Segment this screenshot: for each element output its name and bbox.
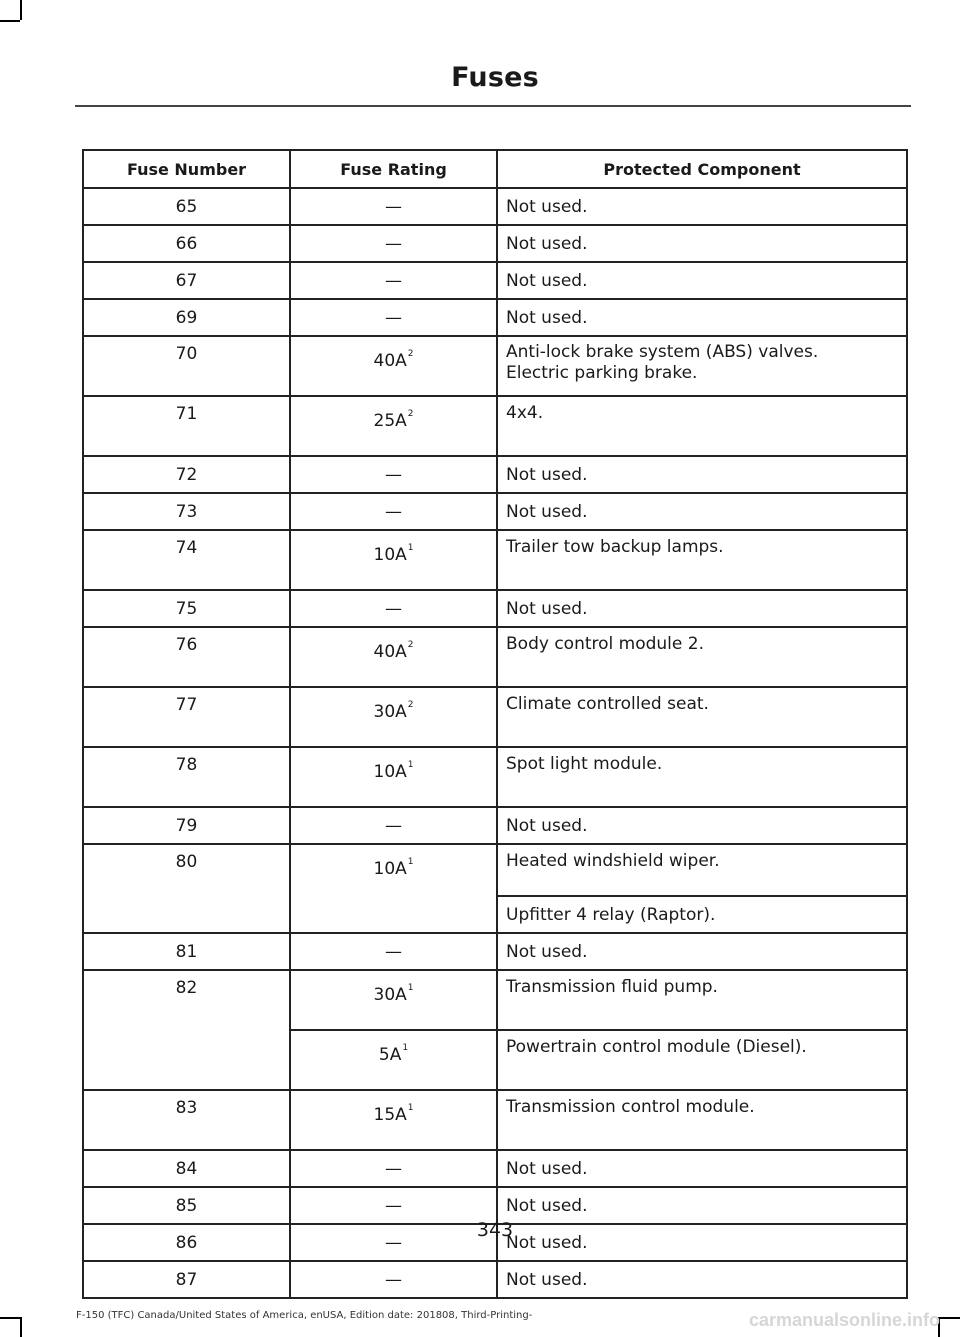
footnote-marker: 1 [407, 760, 414, 771]
table-row [83, 590, 907, 627]
fuse-number-cell [83, 807, 290, 844]
protected-component-text: Body control module 2. [506, 634, 704, 654]
fuse-rating-value: 30A [373, 985, 407, 1005]
fuse-rating-cell [290, 262, 497, 299]
table-row [83, 336, 907, 396]
fuse-number-value: 78 [175, 755, 198, 775]
page-title: Fuses [451, 62, 539, 93]
fuse-rating-cell [290, 590, 497, 627]
fuse-number-cell [83, 188, 290, 225]
footnote-marker: 1 [407, 1103, 414, 1114]
crop-mark-bottom-right [938, 1317, 960, 1319]
fuse-rating-value: — [385, 196, 402, 217]
fuse-number-value: 71 [175, 404, 198, 424]
fuse-number-cell [83, 456, 290, 493]
table-row [83, 262, 907, 299]
table-row [83, 1090, 907, 1150]
protected-component-text: Transmission control module. [506, 1097, 755, 1117]
protected-component-text: Not used. [506, 233, 588, 254]
fuse-number-cell [83, 1261, 290, 1298]
fuse-number-cell [83, 970, 290, 1090]
header-fuse-number: Fuse Number [83, 150, 290, 188]
protected-component-text: Heated windshield wiper. [506, 851, 720, 871]
fuse-number-value: 86 [175, 1232, 198, 1253]
protected-component-text: Transmission fluid pump. [506, 977, 718, 997]
footnote-marker: 2 [407, 640, 414, 651]
fuse-number-value: 67 [175, 270, 198, 291]
fuse-rating-cell [290, 188, 497, 225]
protected-component-text: Not used. [506, 270, 588, 291]
footnote-marker: 1 [407, 857, 414, 868]
protected-component-cell [497, 299, 907, 336]
protected-component-text: Not used. [506, 307, 588, 328]
protected-component-cell [497, 530, 907, 590]
protected-component-cell [497, 896, 907, 933]
crop-mark-top-left [0, 20, 20, 22]
fuse-number-value: 66 [175, 233, 198, 254]
protected-component-cell [497, 1261, 907, 1298]
protected-component-text: Not used. [506, 941, 588, 962]
fuse-rating-cell [290, 933, 497, 970]
protected-component-text: Not used. [506, 1158, 588, 1179]
protected-component-text: Not used. [506, 1232, 588, 1253]
fuse-rating-cell [290, 493, 497, 530]
protected-component-text: Anti-lock brake system (ABS) valves. Electric parking brake. [506, 342, 819, 383]
fuse-rating-cell [290, 396, 497, 456]
protected-component-text: Not used. [506, 1195, 588, 1216]
protected-component-cell [497, 747, 907, 807]
footnote-marker: 2 [407, 409, 414, 420]
fuse-number-value: 83 [175, 1098, 198, 1118]
table-row [83, 933, 907, 970]
fuse-number-cell [83, 747, 290, 807]
fuse-rating-cell [290, 1090, 497, 1150]
protected-component-text: Trailer tow backup lamps. [506, 537, 724, 557]
fuse-number-value: 65 [175, 196, 198, 217]
fuse-number-cell [83, 493, 290, 530]
watermark-logo: carmanualsonline.info [748, 1310, 940, 1330]
protected-component-cell [497, 970, 907, 1030]
page-number: 343 [476, 1219, 514, 1241]
fuse-rating-value: 10A [373, 545, 407, 565]
fuse-rating-value: — [385, 501, 402, 522]
footnote-marker: 1 [407, 543, 414, 554]
crop-mark-bottom-left-vertical [20, 1317, 22, 1337]
fuse-number-cell [83, 933, 290, 970]
fuse-rating-cell [290, 747, 497, 807]
fuse-rating-value: — [385, 270, 402, 291]
protected-component-cell [497, 1150, 907, 1187]
protected-component-cell [497, 262, 907, 299]
fuse-rating-cell [290, 299, 497, 336]
fuse-rating-cell [290, 844, 497, 933]
fuse-rating-cell [290, 1030, 497, 1090]
fuse-number-cell [83, 687, 290, 747]
protected-component-cell [497, 844, 907, 896]
table-row [83, 1150, 907, 1187]
fuse-number-value: 81 [175, 941, 198, 962]
protected-component-cell [497, 188, 907, 225]
protected-component-cell [497, 225, 907, 262]
fuse-rating-cell [290, 336, 497, 396]
fuse-number-value: 70 [175, 344, 198, 364]
protected-component-cell [497, 1030, 907, 1090]
protected-component-text: Not used. [506, 501, 588, 522]
protected-component-cell [497, 933, 907, 970]
table-row [83, 747, 907, 807]
table-row [83, 1261, 907, 1298]
fuse-number-cell [83, 262, 290, 299]
protected-component-cell [497, 687, 907, 747]
table-row [83, 970, 907, 1030]
fuse-table [82, 149, 908, 1299]
fuse-rating-value: — [385, 815, 402, 836]
fuse-rating-value: 40A [373, 642, 407, 662]
crop-mark-top-left-vertical [20, 0, 22, 20]
table-row [83, 188, 907, 225]
protected-component-text: Climate controlled seat. [506, 694, 709, 714]
fuse-number-value: 69 [175, 307, 198, 328]
fuse-number-value: 80 [175, 852, 198, 872]
fuse-rating-value: — [385, 307, 402, 328]
protected-component-cell [497, 590, 907, 627]
protected-component-cell [497, 1090, 907, 1150]
fuse-rating-cell [290, 456, 497, 493]
fuse-number-cell [83, 299, 290, 336]
footnote-marker: 1 [402, 1043, 409, 1054]
table-row [83, 687, 907, 747]
protected-component-cell [497, 807, 907, 844]
table-row [83, 225, 907, 262]
table-row [83, 299, 907, 336]
fuse-rating-value: 40A [373, 351, 407, 371]
title-rule [75, 105, 911, 107]
fuse-rating-cell [290, 687, 497, 747]
fuse-rating-cell [290, 530, 497, 590]
fuse-rating-value: — [385, 1232, 402, 1253]
fuse-rating-cell [290, 1261, 497, 1298]
fuse-rating-value: — [385, 1269, 402, 1290]
fuse-rating-value: 5A [378, 1045, 402, 1065]
crop-mark-bottom-left [0, 1317, 20, 1319]
fuse-table-body [83, 188, 907, 1298]
fuse-number-value: 79 [175, 815, 198, 836]
fuse-rating-value: — [385, 1158, 402, 1179]
fuse-number-value: 74 [175, 538, 198, 558]
protected-component-cell [497, 336, 907, 396]
fuse-number-cell [83, 1090, 290, 1150]
fuse-number-cell [83, 590, 290, 627]
fuse-number-cell [83, 627, 290, 687]
fuse-rating-value: — [385, 464, 402, 485]
protected-component-text: Not used. [506, 196, 588, 217]
fuse-rating-value: — [385, 941, 402, 962]
fuse-rating-cell [290, 627, 497, 687]
table-row [83, 844, 907, 896]
table-row [83, 456, 907, 493]
header-fuse-rating: Fuse Rating [290, 150, 497, 188]
footnote-marker: 2 [407, 349, 414, 360]
table-row [83, 396, 907, 456]
fuse-number-value: 75 [175, 598, 198, 619]
fuse-rating-value: 25A [373, 411, 407, 431]
protected-component-text: Not used. [506, 464, 588, 485]
header-protected-component: Protected Component [497, 150, 907, 188]
protected-component-text: Powertrain control module (Diesel). [506, 1037, 807, 1057]
fuse-rating-value: 10A [373, 762, 407, 782]
protected-component-text: Upfitter 4 relay (Raptor). [506, 904, 716, 925]
fuse-number-value: 85 [175, 1195, 198, 1216]
protected-component-text: Not used. [506, 1269, 588, 1290]
table-row [83, 807, 907, 844]
fuse-number-value: 76 [175, 635, 198, 655]
footnote-marker: 1 [407, 983, 414, 994]
protected-component-cell [497, 493, 907, 530]
fuse-number-cell [83, 1150, 290, 1187]
fuse-number-value: 73 [175, 501, 198, 522]
fuse-rating-value: 15A [373, 1105, 407, 1125]
fuse-rating-value: — [385, 233, 402, 254]
fuse-number-cell [83, 336, 290, 396]
protected-component-cell [497, 396, 907, 456]
footer-edition-text: F-150 (TFC) Canada/United States of America, enUSA, Edition date: 201808, Third-Printing- [76, 1310, 533, 1321]
fuse-rating-value: — [385, 1195, 402, 1216]
protected-component-text: 4x4. [506, 403, 544, 423]
fuse-number-value: 87 [175, 1269, 198, 1290]
protected-component-cell [497, 627, 907, 687]
fuse-number-cell [83, 530, 290, 590]
fuse-rating-value: 30A [373, 702, 407, 722]
table-row [83, 530, 907, 590]
table-row [83, 493, 907, 530]
fuse-rating-value: 10A [373, 859, 407, 879]
table-header-row [83, 150, 907, 188]
fuse-number-value: 84 [175, 1158, 198, 1179]
fuse-number-cell [83, 396, 290, 456]
fuse-number-value: 72 [175, 464, 198, 485]
protected-component-text: Spot light module. [506, 754, 663, 774]
protected-component-text: Not used. [506, 815, 588, 836]
table-row [83, 627, 907, 687]
fuse-rating-cell [290, 225, 497, 262]
fuse-number-value: 82 [175, 978, 198, 998]
fuse-number-value: 77 [175, 695, 198, 715]
fuse-rating-cell [290, 1150, 497, 1187]
protected-component-text: Not used. [506, 598, 588, 619]
fuse-number-cell [83, 225, 290, 262]
fuse-number-cell [83, 844, 290, 933]
protected-component-cell [497, 456, 907, 493]
fuse-rating-value: — [385, 598, 402, 619]
fuse-rating-cell [290, 970, 497, 1030]
fuse-rating-cell [290, 807, 497, 844]
footnote-marker: 2 [407, 700, 414, 711]
